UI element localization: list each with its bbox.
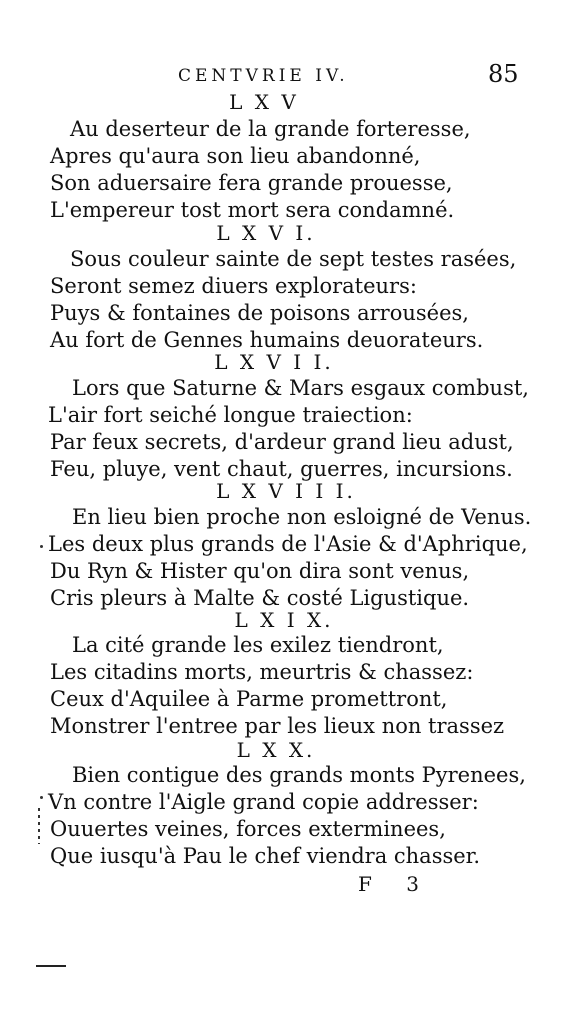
bottom-rule xyxy=(36,965,66,967)
verse-line: En lieu bien proche non esloigné de Venus. xyxy=(72,505,532,529)
margin-dot xyxy=(40,796,43,799)
verse-line: Que iusqu'à Pau le chef viendra chasser. xyxy=(50,844,481,868)
signature-mark: F 3 xyxy=(358,872,433,896)
verse-line: Monstrer l'entree par les lieux non trassez xyxy=(50,714,505,738)
verse-line: La cité grande les exilez tiendront, xyxy=(72,633,444,657)
verse-line: Lors que Saturne & Mars esgaux combust, xyxy=(72,376,529,400)
verse-line: Bien contigue des grands monts Pyrenees, xyxy=(72,763,526,787)
verse-line: Les citadins morts, meurtris & chassez: xyxy=(50,660,474,684)
verse-line: Au deserteur de la grande forteresse, xyxy=(70,117,471,141)
margin-dot xyxy=(40,545,43,548)
quatrain-numeral: L X V I. xyxy=(216,221,316,245)
verse-line: Feu, pluye, vent chaut, guerres, incursions. xyxy=(50,457,513,481)
verse-line: Vn contre l'Aigle grand copie addresser: xyxy=(48,790,479,814)
quatrain-numeral: L X V I I I. xyxy=(216,479,356,503)
quatrain-numeral: L X X. xyxy=(236,738,316,762)
running-head: CENTVRIE IV. xyxy=(178,66,349,86)
verse-line: L'air fort seiché longue traiection: xyxy=(48,403,413,427)
verse-line: Ceux d'Aquilee à Parme promettront, xyxy=(50,687,448,711)
page-number: 85 xyxy=(488,60,519,88)
verse-line: Seront semez diuers explorateurs: xyxy=(50,274,417,298)
verse-line: Son aduersaire fera grande prouesse, xyxy=(50,171,453,195)
quatrain-numeral: L X I X. xyxy=(234,608,334,632)
verse-line: Apres qu'aura son lieu abandonné, xyxy=(50,144,421,168)
verse-line: Cris pleurs à Malte & costé Ligustique. xyxy=(50,586,470,610)
quatrain-numeral: L X V xyxy=(229,90,299,114)
verse-line: Du Ryn & Hister qu'on dira sont venus, xyxy=(50,559,470,583)
verse-line: Ouuertes veines, forces exterminees, xyxy=(50,817,446,841)
verse-line: Sous couleur sainte de sept testes rasées, xyxy=(70,247,517,271)
verse-line: Puys & fontaines de poisons arrousées, xyxy=(50,301,469,325)
quatrain-numeral: L X V I I. xyxy=(214,350,334,374)
verse-line: Par feux secrets, d'ardeur grand lieu adust, xyxy=(50,430,514,454)
verse-line: Au fort de Gennes humains deuorateurs. xyxy=(50,328,484,352)
margin-dots xyxy=(38,808,40,844)
verse-line: Les deux plus grands de l'Asie & d'Aphrique, xyxy=(48,532,528,556)
verse-line: L'empereur tost mort sera condamné. xyxy=(50,198,455,222)
